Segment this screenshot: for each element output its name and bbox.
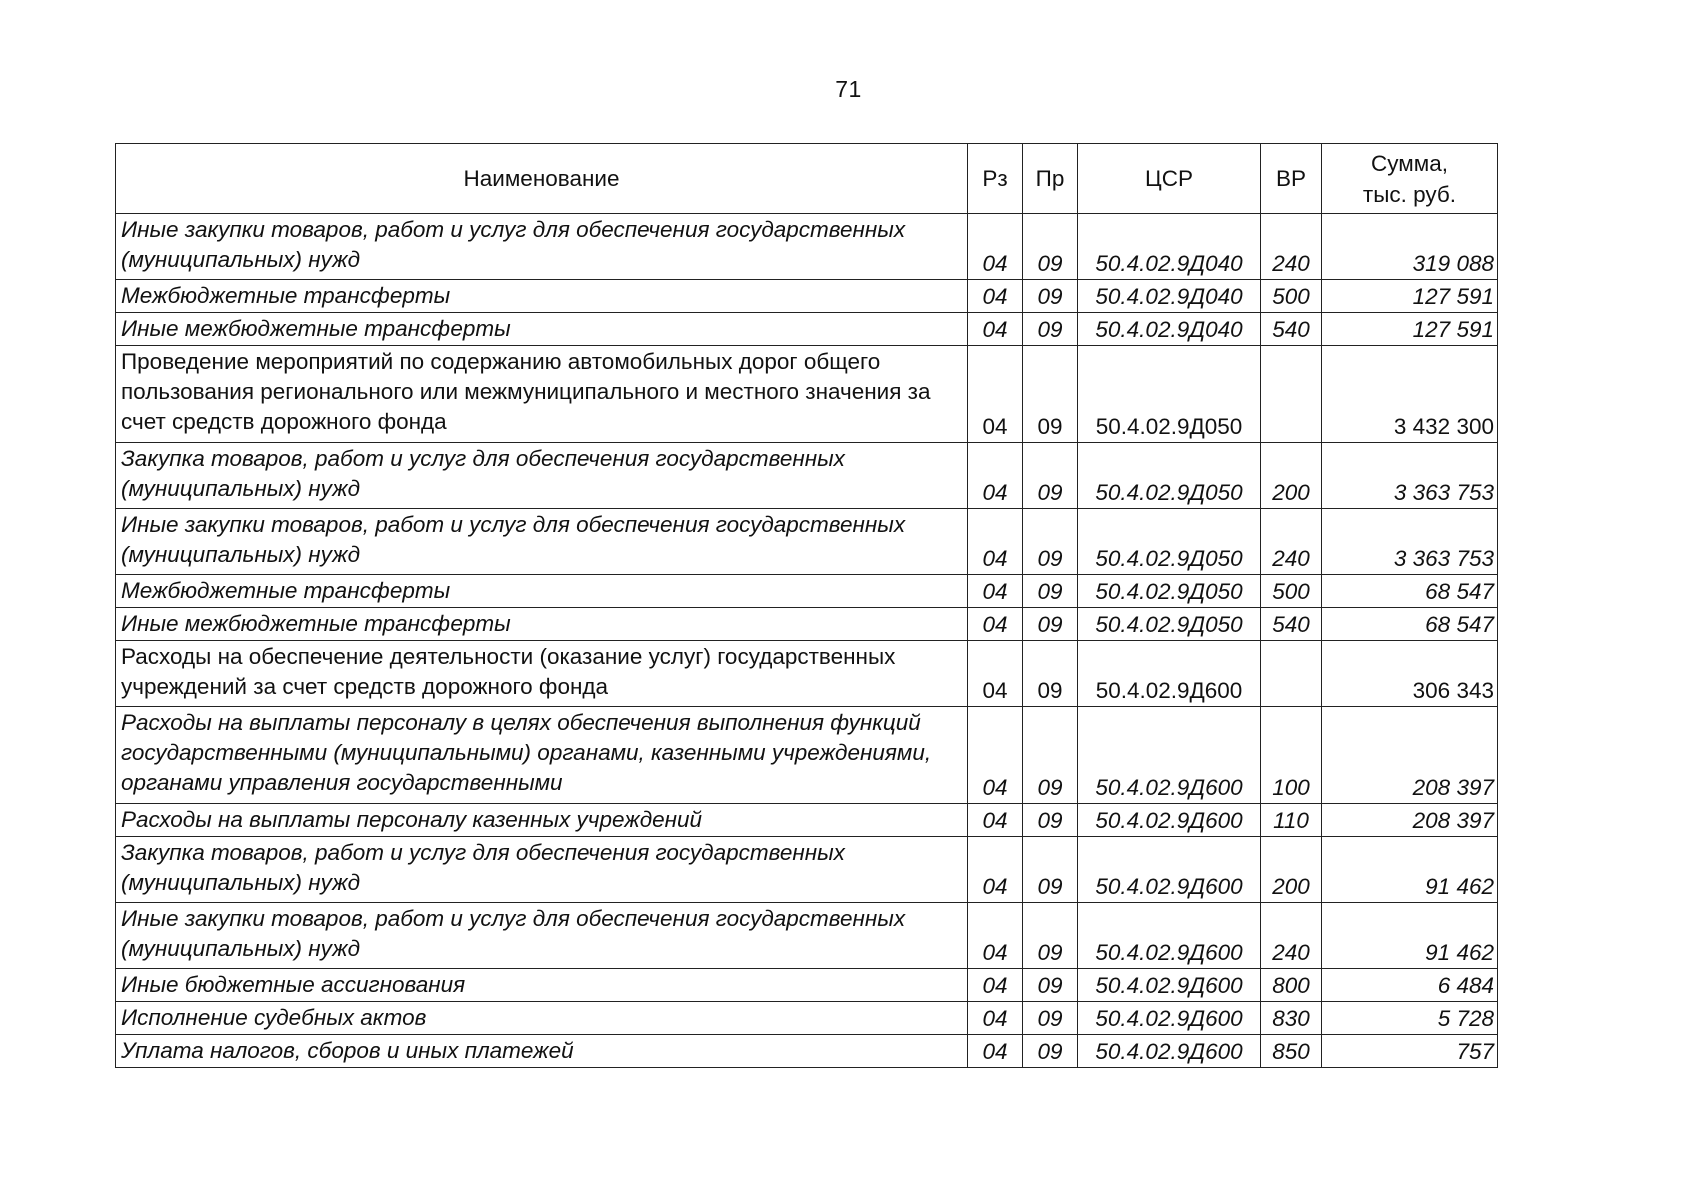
cell-pr: 09: [1023, 1035, 1078, 1068]
cell-vr: 240: [1261, 214, 1322, 280]
cell-rz: 04: [968, 903, 1023, 969]
cell-csr: 50.4.02.9Д600: [1078, 641, 1261, 707]
cell-sum: 208 397: [1322, 707, 1498, 804]
cell-pr: 09: [1023, 214, 1078, 280]
cell-pr: 09: [1023, 575, 1078, 608]
cell-vr: 240: [1261, 903, 1322, 969]
cell-pr: 09: [1023, 969, 1078, 1002]
cell-sum: 68 547: [1322, 608, 1498, 641]
cell-vr: 540: [1261, 608, 1322, 641]
cell-pr: 09: [1023, 443, 1078, 509]
cell-pr: 09: [1023, 1002, 1078, 1035]
cell-rz: 04: [968, 837, 1023, 903]
header-sum-line1: Сумма,: [1371, 150, 1448, 176]
cell-vr: 830: [1261, 1002, 1322, 1035]
table-row: [116, 707, 1498, 804]
table-row: [116, 1035, 1498, 1068]
cell-csr: 50.4.02.9Д050: [1078, 509, 1261, 575]
cell-vr: 110: [1261, 804, 1322, 837]
cell-csr: 50.4.02.9Д600: [1078, 837, 1261, 903]
cell-name: Иные бюджетные ассигнования: [116, 969, 968, 1002]
cell-pr: 09: [1023, 346, 1078, 443]
header-sum-line2: тыс. руб.: [1362, 181, 1457, 207]
cell-rz: 04: [968, 280, 1023, 313]
cell-pr: 09: [1023, 707, 1078, 804]
cell-sum: 3 363 753: [1322, 443, 1498, 509]
cell-rz: 04: [968, 575, 1023, 608]
cell-name: Расходы на обеспечение деятельности (оказание услуг) государственных учреждений за счет средств дорожного фонда: [116, 641, 968, 707]
cell-csr: 50.4.02.9Д050: [1078, 608, 1261, 641]
cell-vr: 100: [1261, 707, 1322, 804]
cell-rz: 04: [968, 707, 1023, 804]
cell-rz: 04: [968, 1035, 1023, 1068]
cell-rz: 04: [968, 214, 1023, 280]
cell-pr: 09: [1023, 903, 1078, 969]
cell-csr: 50.4.02.9Д050: [1078, 575, 1261, 608]
cell-csr: 50.4.02.9Д600: [1078, 903, 1261, 969]
budget-table: [115, 143, 1498, 1068]
cell-csr: 50.4.02.9Д040: [1078, 313, 1261, 346]
cell-vr: 200: [1261, 443, 1322, 509]
cell-vr: 200: [1261, 837, 1322, 903]
header-name: Наименование: [116, 144, 968, 214]
cell-name: Расходы на выплаты персоналу казенных учреждений: [116, 804, 968, 837]
cell-sum: 306 343: [1322, 641, 1498, 707]
cell-csr: 50.4.02.9Д600: [1078, 1035, 1261, 1068]
cell-sum: 127 591: [1322, 313, 1498, 346]
table-row: [116, 443, 1498, 509]
cell-rz: 04: [968, 804, 1023, 837]
cell-csr: 50.4.02.9Д050: [1078, 346, 1261, 443]
header-csr: ЦСР: [1078, 144, 1261, 214]
cell-vr: [1261, 346, 1322, 443]
cell-vr: 500: [1261, 575, 1322, 608]
cell-pr: 09: [1023, 641, 1078, 707]
cell-rz: 04: [968, 608, 1023, 641]
cell-name: Исполнение судебных актов: [116, 1002, 968, 1035]
cell-sum: 757: [1322, 1035, 1498, 1068]
cell-csr: 50.4.02.9Д040: [1078, 214, 1261, 280]
table-row: [116, 313, 1498, 346]
cell-name: Межбюджетные трансферты: [116, 280, 968, 313]
cell-pr: 09: [1023, 509, 1078, 575]
cell-name: Закупка товаров, работ и услуг для обеспечения государственных (муниципальных) нужд: [116, 443, 968, 509]
table-row: [116, 346, 1498, 443]
cell-pr: 09: [1023, 608, 1078, 641]
cell-vr: 850: [1261, 1035, 1322, 1068]
table-row: [116, 804, 1498, 837]
table-row: [116, 837, 1498, 903]
cell-csr: 50.4.02.9Д600: [1078, 1002, 1261, 1035]
cell-vr: 240: [1261, 509, 1322, 575]
cell-name: Иные межбюджетные трансферты: [116, 313, 968, 346]
cell-sum: 91 462: [1322, 837, 1498, 903]
cell-vr: 800: [1261, 969, 1322, 1002]
table-row: [116, 641, 1498, 707]
cell-csr: 50.4.02.9Д600: [1078, 804, 1261, 837]
table-row: [116, 575, 1498, 608]
cell-rz: 04: [968, 443, 1023, 509]
cell-csr: 50.4.02.9Д050: [1078, 443, 1261, 509]
cell-vr: [1261, 641, 1322, 707]
cell-sum: 208 397: [1322, 804, 1498, 837]
cell-name: Иные закупки товаров, работ и услуг для обеспечения государственных (муниципальных) нужд: [116, 214, 968, 280]
table-row: [116, 903, 1498, 969]
cell-name: Проведение мероприятий по содержанию автомобильных дорог общего пользования регионального или межмуниципального и местного значения за счет средств дорожного фонда: [116, 346, 968, 443]
cell-sum: 319 088: [1322, 214, 1498, 280]
header-sum: [1322, 144, 1498, 214]
cell-csr: 50.4.02.9Д600: [1078, 707, 1261, 804]
cell-name: Межбюджетные трансферты: [116, 575, 968, 608]
cell-rz: 04: [968, 346, 1023, 443]
table-row: [116, 969, 1498, 1002]
table-row: [116, 608, 1498, 641]
table-row: [116, 280, 1498, 313]
cell-name: Иные межбюджетные трансферты: [116, 608, 968, 641]
cell-vr: 500: [1261, 280, 1322, 313]
table-header-row: [116, 144, 1498, 214]
header-vr: ВР: [1261, 144, 1322, 214]
cell-name: Уплата налогов, сборов и иных платежей: [116, 1035, 968, 1068]
cell-name: Иные закупки товаров, работ и услуг для обеспечения государственных (муниципальных) нужд: [116, 509, 968, 575]
cell-rz: 04: [968, 969, 1023, 1002]
cell-pr: 09: [1023, 313, 1078, 346]
header-rz: Рз: [968, 144, 1023, 214]
cell-rz: 04: [968, 313, 1023, 346]
table-row: [116, 214, 1498, 280]
cell-vr: 540: [1261, 313, 1322, 346]
cell-pr: 09: [1023, 837, 1078, 903]
cell-sum: 91 462: [1322, 903, 1498, 969]
table-row: [116, 509, 1498, 575]
cell-sum: 3 432 300: [1322, 346, 1498, 443]
cell-rz: 04: [968, 641, 1023, 707]
cell-sum: 3 363 753: [1322, 509, 1498, 575]
cell-sum: 6 484: [1322, 969, 1498, 1002]
cell-csr: 50.4.02.9Д040: [1078, 280, 1261, 313]
page-number: 71: [835, 76, 862, 102]
cell-name: Иные закупки товаров, работ и услуг для обеспечения государственных (муниципальных) нужд: [116, 903, 968, 969]
table-body: [116, 214, 1498, 1068]
cell-name: Закупка товаров, работ и услуг для обеспечения государственных (муниципальных) нужд: [116, 837, 968, 903]
cell-pr: 09: [1023, 280, 1078, 313]
cell-rz: 04: [968, 1002, 1023, 1035]
header-pr: Пр: [1023, 144, 1078, 214]
cell-rz: 04: [968, 509, 1023, 575]
cell-sum: 5 728: [1322, 1002, 1498, 1035]
cell-sum: 68 547: [1322, 575, 1498, 608]
cell-name: Расходы на выплаты персоналу в целях обеспечения выполнения функций государственными (муниципальными) органами, казенными учреждениями, органами управления государственными: [116, 707, 968, 804]
cell-sum: 127 591: [1322, 280, 1498, 313]
table-row: [116, 1002, 1498, 1035]
cell-pr: 09: [1023, 804, 1078, 837]
cell-csr: 50.4.02.9Д600: [1078, 969, 1261, 1002]
